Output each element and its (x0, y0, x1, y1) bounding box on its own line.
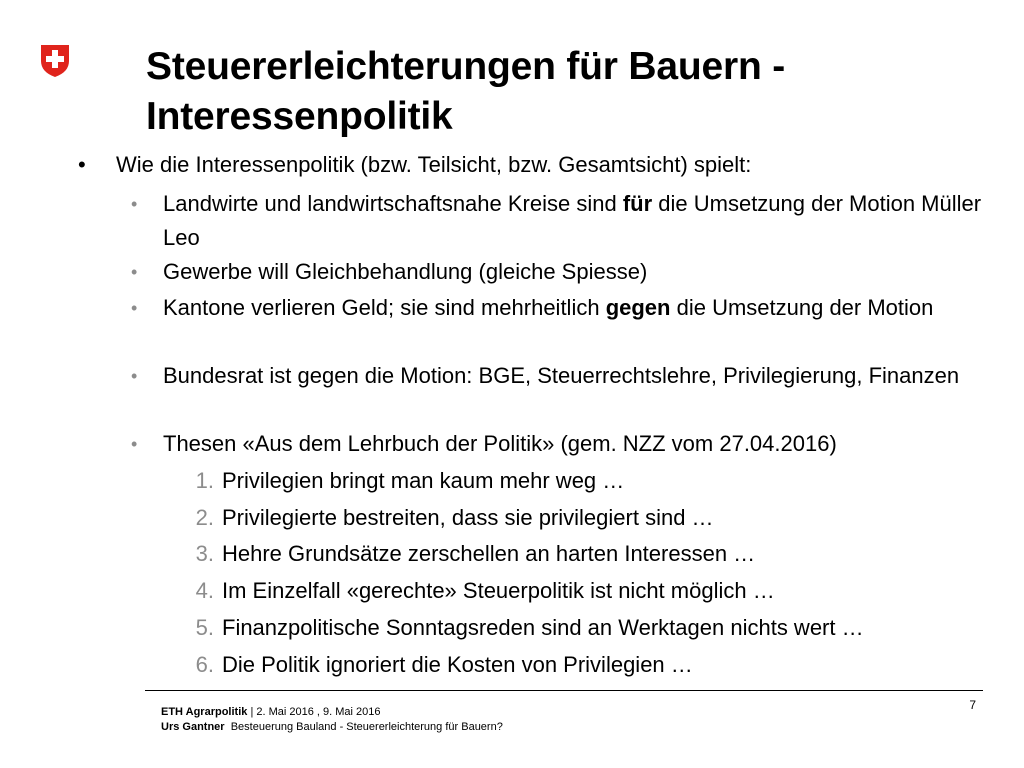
sub-bullet-1-bold: für (622, 191, 653, 216)
sub-bullet-1 (131, 187, 993, 255)
thesis-text: Die Politik ignoriert die Kosten von Privilegien … (222, 652, 693, 677)
footer-line-1 (161, 705, 381, 719)
thesis-number: 1. (195, 468, 214, 493)
sub-bullet-1-text-a: Landwirte und landwirtschaftsnahe Kreise sind (163, 191, 623, 216)
slide-title-line-2: Interessenpolitik (146, 95, 453, 138)
thesis-text: Im Einzelfall «gerechte» Steuerpolitik ist nicht möglich … (222, 578, 775, 603)
thesis-number: 5. (195, 615, 214, 640)
thesis-number: 6. (195, 652, 214, 677)
bullet-dot: • (131, 434, 138, 454)
thesis-text: Privilegierte bestreiten, dass sie privilegiert sind … (222, 505, 714, 530)
sub-bullet-3 (131, 291, 993, 325)
thesis-number: 3. (195, 541, 214, 566)
footer-dates: 2. Mai 2016 , 9. Mai 2016 (256, 706, 381, 718)
footer-divider (145, 690, 983, 691)
bullet-dot: • (131, 366, 138, 386)
thesis-number: 4. (195, 578, 214, 603)
sub-bullet-1-text-b: die Umsetzung der Motion Müller Leo (163, 191, 982, 250)
sub-bullet-4 (131, 359, 993, 393)
sub-bullet-5 (131, 427, 993, 461)
slide-title (146, 42, 1006, 142)
page-number: 7 (969, 698, 976, 712)
thesis-item (195, 466, 1002, 496)
thesis-item (195, 576, 1002, 606)
sub-bullet-2 (131, 255, 993, 289)
sub-bullet-3-bold: gegen (605, 295, 671, 320)
footer-separator: | (247, 706, 257, 718)
sub-bullet-2-text: Gewerbe will Gleichbehandlung (gleiche Spiesse) (163, 259, 648, 284)
thesis-item (195, 650, 1002, 680)
thesis-text: Finanzpolitische Sonntagsreden sind an Werktagen nichts wert … (222, 615, 864, 640)
thesis-item (195, 613, 1002, 643)
swiss-cross-shield-icon (40, 44, 70, 78)
thesis-item (195, 503, 1002, 533)
bullet-dot: • (131, 298, 138, 318)
thesis-text: Privilegien bringt man kaum mehr weg … (222, 468, 625, 493)
footer-org: ETH Agrarpolitik (161, 706, 248, 718)
main-bullet-text: Wie die Interessenpolitik (bzw. Teilsicht, bzw. Gesamtsicht) spielt: (116, 152, 752, 177)
thesis-item (195, 539, 1002, 569)
sub-bullet-3-text-a: Kantone verlieren Geld; sie sind mehrheitlich (163, 295, 606, 320)
footer-subtitle: Besteuerung Bauland - Steuererleichterung für Bauern? (230, 721, 503, 733)
sub-bullet-5-text: Thesen «Aus dem Lehrbuch der Politik» (gem. NZZ vom 27.04.2016) (163, 431, 837, 456)
bullet-dot: • (78, 152, 86, 177)
footer-author: Urs Gantner (161, 721, 225, 733)
footer-line-2 (161, 720, 503, 734)
sub-bullet-4-text: Bundesrat ist gegen die Motion: BGE, Steuerrechtslehre, Privilegierung, Finanzen (163, 363, 960, 388)
bullet-dot: • (131, 194, 138, 214)
thesis-number: 2. (195, 505, 214, 530)
thesis-text: Hehre Grundsätze zerschellen an harten Interessen … (222, 541, 756, 566)
bullet-dot: • (131, 262, 138, 282)
sub-bullet-3-text-b: die Umsetzung der Motion (670, 295, 934, 320)
slide-title-line-1: Steuererleichterungen für Bauern - (146, 45, 786, 88)
